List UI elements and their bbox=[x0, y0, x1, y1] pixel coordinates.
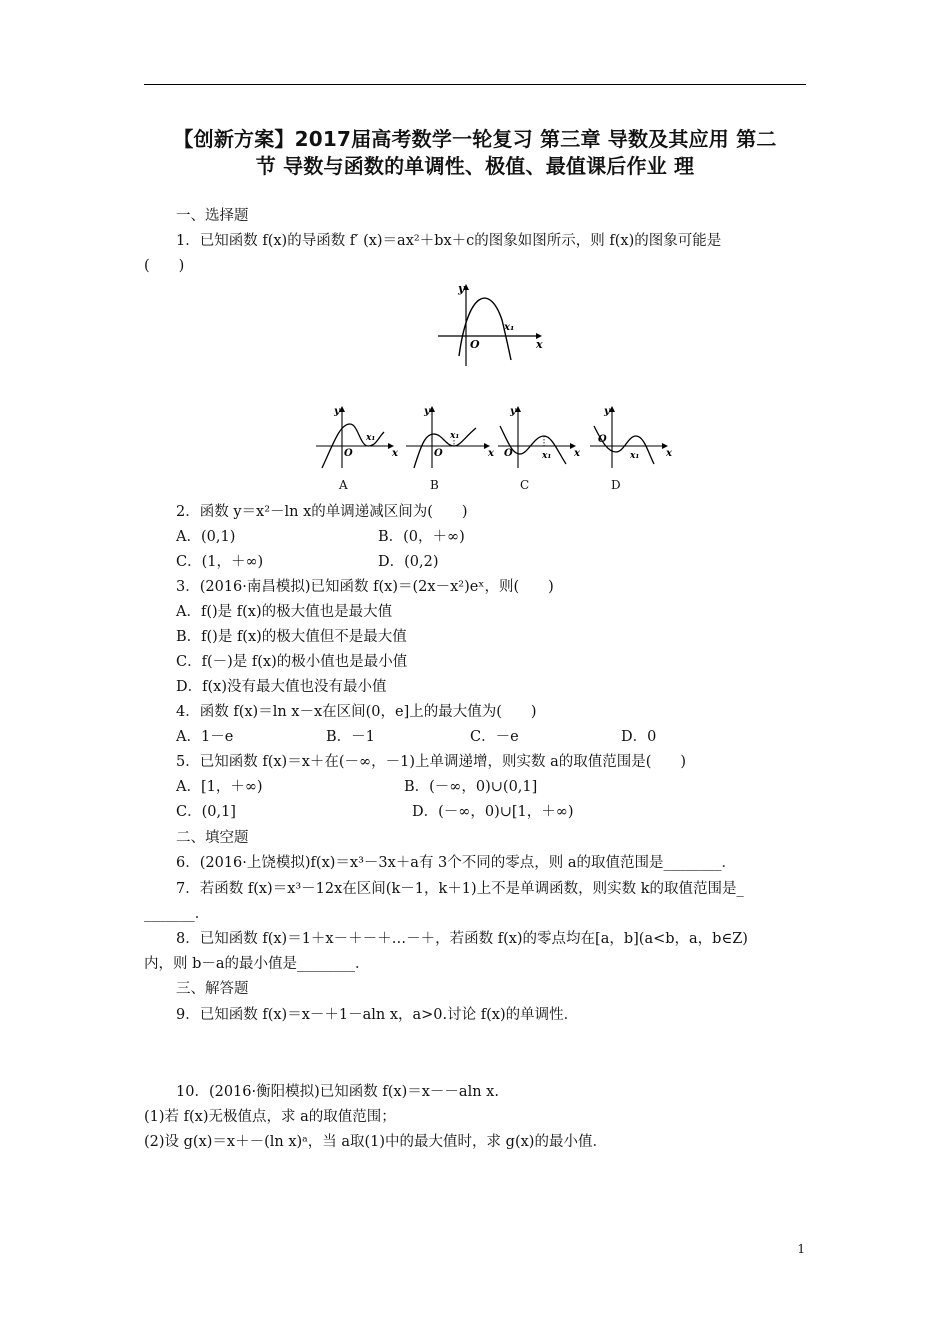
q5-option-c: C．(0,1] bbox=[176, 804, 236, 820]
option-d-label: D bbox=[611, 478, 621, 492]
svg-text:y: y bbox=[604, 406, 610, 417]
section-heading-choice: 一、选择题 bbox=[176, 208, 249, 224]
svg-text:y: y bbox=[510, 406, 516, 417]
option-a-graph bbox=[312, 402, 396, 472]
svg-text:O: O bbox=[434, 448, 443, 459]
q2-options-row1 bbox=[176, 525, 838, 550]
page-title bbox=[144, 126, 806, 180]
q10-part2: (2)设 g(x)＝x＋－(ln x)ᵃ，当 a取(1)中的最大值时，求 g(x)的最小值． bbox=[144, 1134, 607, 1150]
q2-stem: 2．函数 y＝x²－ln x的单调递减区间为( ) bbox=[176, 504, 468, 520]
q8-stem: 8．已知函数 f(x)＝1＋x－＋－＋…－＋，若函数 f(x)的零点均在[a，b](a<b，a，b∈Z) bbox=[176, 931, 748, 947]
q10-stem: 10．(2016·衡阳模拟)已知函数 f(x)＝x－－aln x. bbox=[176, 1084, 499, 1100]
option-a-label: A bbox=[339, 478, 348, 492]
svg-text:y: y bbox=[424, 406, 430, 417]
svg-text:O: O bbox=[344, 448, 353, 459]
svg-text:O: O bbox=[598, 434, 607, 445]
q2-option-c: C．(1，＋∞) bbox=[176, 554, 264, 570]
fig-y-label: y bbox=[458, 282, 465, 295]
q5-option-b: B．(－∞，0)∪(0,1] bbox=[404, 779, 538, 795]
section-heading-solve: 三、解答题 bbox=[176, 981, 249, 997]
option-b-label: B bbox=[430, 478, 439, 492]
q5-stem: 5．已知函数 f(x)＝x＋在(－∞，－1)上单调递增，则实数 a的取值范围是( ) bbox=[176, 754, 687, 770]
q4-option-c: C．－e bbox=[470, 729, 519, 745]
svg-text:y: y bbox=[334, 406, 340, 417]
q4-option-b: B．－1 bbox=[326, 729, 375, 745]
svg-text:x: x bbox=[574, 448, 580, 459]
q5-options-row2 bbox=[176, 800, 838, 825]
option-c-label: C bbox=[520, 478, 530, 492]
svg-text:x₁: x₁ bbox=[450, 431, 460, 441]
q3-option-c: C．f(－)是 f(x)的极小值也是最小值 bbox=[176, 654, 408, 670]
fig-x1-label: x₁ bbox=[504, 322, 515, 333]
q4-options bbox=[176, 725, 838, 750]
svg-text:x₁: x₁ bbox=[542, 451, 552, 461]
svg-text:x₁: x₁ bbox=[630, 451, 640, 461]
q8-stem-cont: 内，则 b－a的最小值是________． bbox=[144, 956, 370, 972]
q3-option-b: B．f()是 f(x)的极大值但不是最大值 bbox=[176, 629, 407, 645]
q1-stem-cont: ( ) bbox=[144, 258, 185, 274]
q6-stem: 6．(2016·上饶模拟)f(x)＝x³－3x＋a有 3个不同的零点，则 a的取值范围是________． bbox=[176, 855, 737, 871]
fig-x-label: x bbox=[536, 338, 543, 351]
title-line-2: 节 导数与函数的单调性、极值、最值课后作业 理 bbox=[255, 154, 695, 178]
q4-stem: 4．函数 f(x)＝ln x－x在区间(0，e]上的最大值为( ) bbox=[176, 704, 537, 720]
q2-option-b: B．(0，＋∞) bbox=[378, 529, 465, 545]
title-line-1: 【创新方案】2017届高考数学一轮复习 第三章 导数及其应用 第二 bbox=[173, 127, 777, 151]
option-d-graph bbox=[586, 402, 672, 472]
q1-stem: 1．已知函数 f(x)的导函数 f′ (x)＝ax²＋bx＋c的图象如图所示，则 f(x)的图象可能是 bbox=[176, 233, 722, 249]
q3-option-a: A．f()是 f(x)的极大值也是最大值 bbox=[176, 604, 393, 620]
fig-origin-label: O bbox=[470, 338, 480, 351]
svg-text:x: x bbox=[392, 448, 398, 459]
q2-option-d: D．(0,2) bbox=[378, 554, 439, 570]
option-c-graph bbox=[494, 402, 580, 472]
option-b-graph bbox=[402, 402, 494, 472]
q2-options-row2 bbox=[176, 550, 838, 575]
svg-text:O: O bbox=[504, 448, 513, 459]
header-rule bbox=[144, 84, 806, 85]
q4-option-d: D．0 bbox=[621, 729, 657, 745]
q5-option-a: A．[1，＋∞) bbox=[176, 779, 263, 795]
section-heading-fill: 二、填空题 bbox=[176, 830, 249, 846]
derivative-graph-figure bbox=[432, 280, 552, 370]
q3-option-d: D．f(x)没有最大值也没有最小值 bbox=[176, 679, 387, 695]
q5-options-row1 bbox=[176, 775, 838, 800]
q2-option-a: A．(0,1) bbox=[176, 529, 236, 545]
q10-part1: (1)若 f(x)无极值点，求 a的取值范围； bbox=[144, 1109, 396, 1125]
q5-option-d: D．(－∞，0)∪[1，＋∞) bbox=[412, 804, 574, 820]
q7-stem-cont: _______． bbox=[144, 906, 210, 922]
svg-text:x: x bbox=[666, 448, 672, 459]
svg-text:x: x bbox=[488, 448, 494, 459]
q7-stem: 7．若函数 f(x)＝x³－12x在区间(k－1，k＋1)上不是单调函数，则实数 k的取值范围是_ bbox=[176, 881, 744, 897]
q3-stem: 3．(2016·南昌模拟)已知函数 f(x)＝(2x－x²)eˣ，则( ) bbox=[176, 579, 554, 595]
page-number: 1 bbox=[797, 1242, 805, 1256]
q4-option-a: A．1－e bbox=[176, 729, 234, 745]
q9-stem: 9．已知函数 f(x)＝x－＋1－aln x，a>0.讨论 f(x)的单调性． bbox=[176, 1007, 579, 1023]
svg-text:x₁: x₁ bbox=[366, 433, 376, 443]
